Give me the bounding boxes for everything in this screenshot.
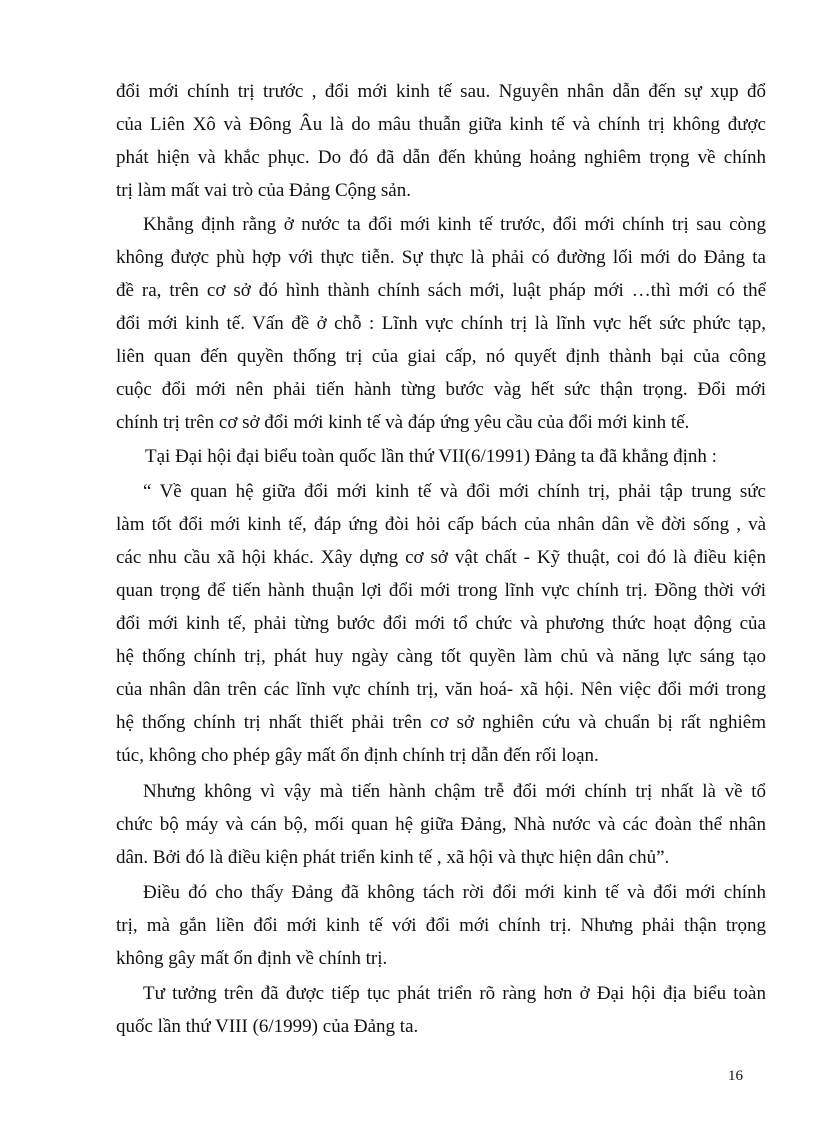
paragraph-2-line: chính trị trên cơ sở đổi mới kinh tế và đáp ứng yêu cầu của đổi mới kinh tế.	[116, 412, 690, 433]
paragraph-4-line: các nhu cầu xã hội khác. Xây dựng cơ sở vật chất - Kỹ thuật, coi đó là điều kiện	[116, 547, 766, 568]
paragraph-4-line: hệ thống chính trị, phát huy ngày càng tốt quyền làm chủ và năng lực sáng tạo	[116, 646, 766, 667]
paragraph-2-line: đề ra, trên cơ sở đó hình thành chính sách mới, luật pháp mới …thì mới có thể	[116, 280, 766, 301]
paragraph-4-line: quan trọng để tiến hành thuận lợi đổi mới trong lĩnh vực chính trị. Đồng thời với	[116, 580, 766, 601]
paragraph-5-line: dân. Bởi đó là điều kiện phát triển kinh tế , xã hội và thực hiện dân chủ”.	[116, 847, 670, 868]
paragraph-6-line: trị, mà gắn liền đổi mới kinh tế với đổi mới chính trị. Nhưng phải thận trọng	[116, 915, 766, 936]
paragraph-2-line: Khẳng định rằng ở nước ta đổi mới kinh tế trước, đổi mới chính trị sau còng	[143, 214, 766, 235]
paragraph-2-line: cuộc đổi mới nên phải tiến hành từng bước vàg hết sức thận trọng. Đổi mới	[116, 379, 766, 400]
paragraph-5-line: chức bộ máy và cán bộ, mối quan hệ giữa Đảng, Nhà nước và các đoàn thể nhân	[116, 814, 766, 835]
paragraph-7-line: Tư tưởng trên đã được tiếp tục phát triển rõ ràng hơn ở Đại hội địa biểu toàn	[143, 983, 766, 1004]
page-number: 16	[728, 1068, 743, 1084]
paragraph-7-line: quốc lần thứ VIII (6/1999) của Đảng ta.	[116, 1016, 419, 1037]
paragraph-4-line: của nhân dân trên các lĩnh vực chính trị, văn hoá- xã hội. Nên việc đổi mới trong	[116, 679, 766, 700]
paragraph-6-line: Điều đó cho thấy Đảng đã không tách rời đổi mới kinh tế và đổi mới chính	[143, 882, 766, 903]
paragraph-2-line: đổi mới kinh tế. Vấn đề ở chỗ : Lĩnh vực chính trị là lĩnh vực hết sức phức tạp,	[116, 313, 766, 334]
paragraph-3-line: Tại Đại hội đại biểu toàn quốc lần thứ VII(6/1991) Đảng ta đã khẳng định :	[145, 446, 717, 467]
paragraph-4-line: hệ thống chính trị nhất thiết phải trên cơ sở nghiên cứu và chuẩn bị rất nghiêm	[116, 712, 766, 733]
paragraph-1-line: phát hiện và khắc phục. Do đó đã dẫn đến khủng hoảng nghiêm trọng về chính	[116, 147, 766, 168]
paragraph-4-line: đổi mới kinh tế, phải từng bước đổi mới tổ chức và phương thức hoạt động của	[116, 613, 766, 634]
paragraph-2-line: liên quan đến quyền thống trị của giai cấp, nó quyết định thành bại của công	[116, 346, 766, 367]
paragraph-5-line: Nhưng không vì vậy mà tiến hành chậm trễ đổi mới chính trị nhất là về tổ	[143, 781, 766, 802]
paragraph-4-line: “ Về quan hệ giữa đổi mới kinh tế và đổi mới chính trị, phải tập trung sức	[143, 481, 766, 502]
paragraph-2-line: không được phù hợp với thực tiễn. Sự thực là phải có đường lối mới do Đảng ta	[116, 247, 766, 268]
paragraph-1-line: trị làm mất vai trò của Đảng Cộng sản.	[116, 180, 411, 201]
paragraph-4-line: làm tốt đổi mới kinh tế, đáp ứng đòi hỏi cấp bách của nhân dân về đời sống , và	[116, 514, 766, 535]
paragraph-1-line: của Liên Xô và Đông Âu là do mâu thuẫn giữa kinh tế và chính trị không được	[116, 114, 766, 135]
paragraph-4-line: túc, không cho phép gây mất ổn định chính trị dẫn đến rối loạn.	[116, 745, 599, 766]
paragraph-1-line: đổi mới chính trị trước , đổi mới kinh tế sau. Nguyên nhân dẫn đến sự xụp đổ	[116, 81, 766, 102]
paragraph-6-line: không gây mất ổn định về chính trị.	[116, 948, 388, 969]
